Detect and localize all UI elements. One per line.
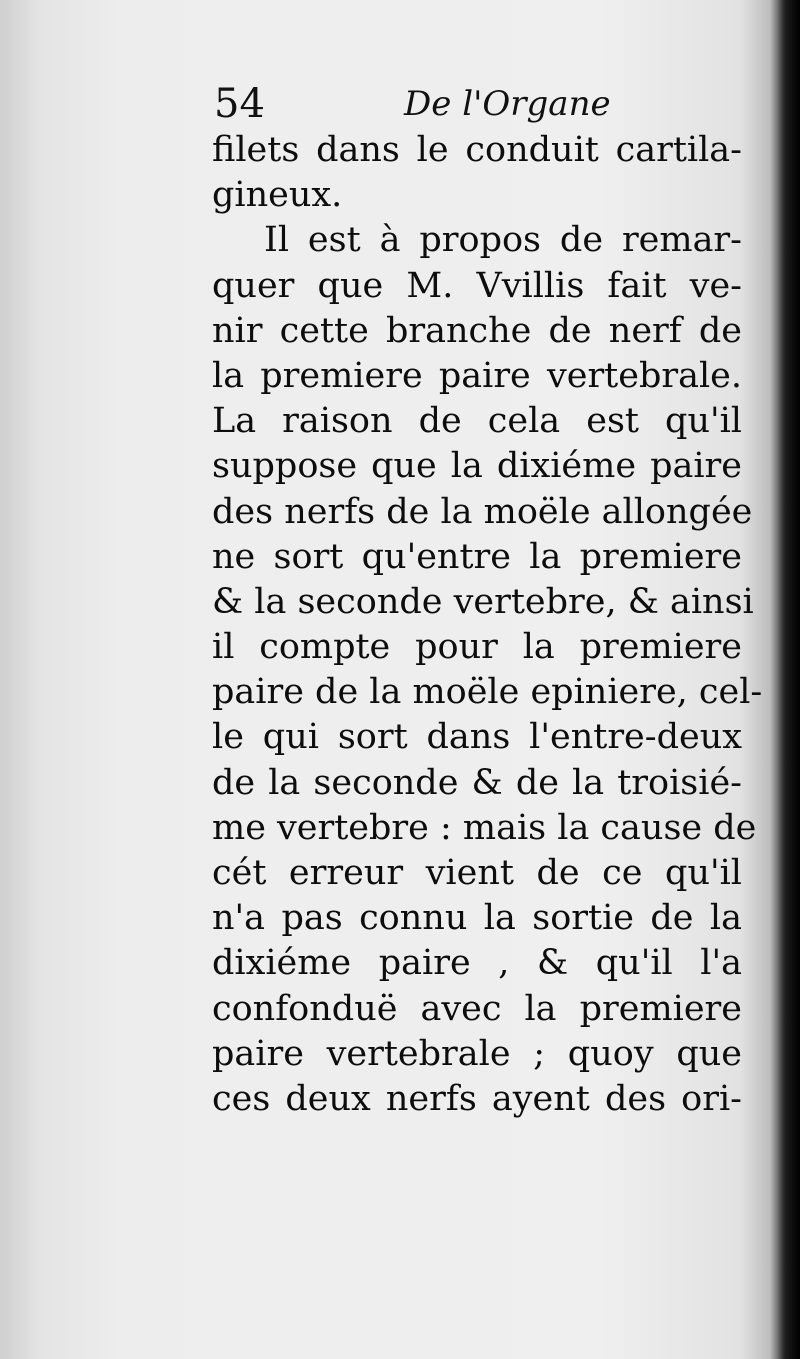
text-line: des nerfs de la moële allongée	[212, 491, 753, 532]
text-line: la premiere paire vertebrale.	[212, 355, 742, 396]
running-title: De l'Organe	[404, 84, 611, 124]
text-line: cét erreur vient de ce qu'il	[212, 853, 742, 893]
text-line: gineux.	[212, 175, 343, 216]
text-line: n'a pas connu la sortie de la	[212, 898, 742, 939]
text-line: La raison de cela est qu'il	[212, 401, 742, 442]
text-line: quer que M. Vvillis fait ve-	[212, 265, 742, 306]
text-line: confonduë avec la premiere	[212, 988, 742, 1029]
text-line: nir cette branche de nerf de	[212, 310, 742, 351]
text-line: paire vertebrale ; quoy que	[212, 1033, 742, 1074]
text-line: me vertebre : mais la cause de	[212, 807, 757, 848]
page-number: 54	[214, 81, 265, 127]
text-line: de la seconde & de la troisié-	[212, 762, 742, 803]
text-line: paire de la moële epiniere, cel-	[212, 672, 763, 713]
text-line: & la seconde vertebre, & ainsi	[212, 581, 754, 622]
text-line: ne sort qu'entre la premiere	[212, 536, 742, 577]
text-line: le qui sort dans l'entre-deux	[212, 717, 742, 758]
text-line: il compte pour la premiere	[212, 627, 742, 668]
body-text	[212, 128, 763, 1122]
text-line: suppose que la dixiéme paire	[212, 446, 742, 487]
page-header	[214, 80, 614, 128]
text-line: filets dans le conduit cartila-	[212, 130, 742, 170]
text-line: ces deux nerfs ayent des ori-	[212, 1078, 742, 1119]
text-line: dixiéme paire , & qu'il l'a	[212, 943, 742, 984]
binding-shadow	[778, 0, 800, 1359]
text-line: Il est à propos de remar-	[264, 220, 742, 261]
